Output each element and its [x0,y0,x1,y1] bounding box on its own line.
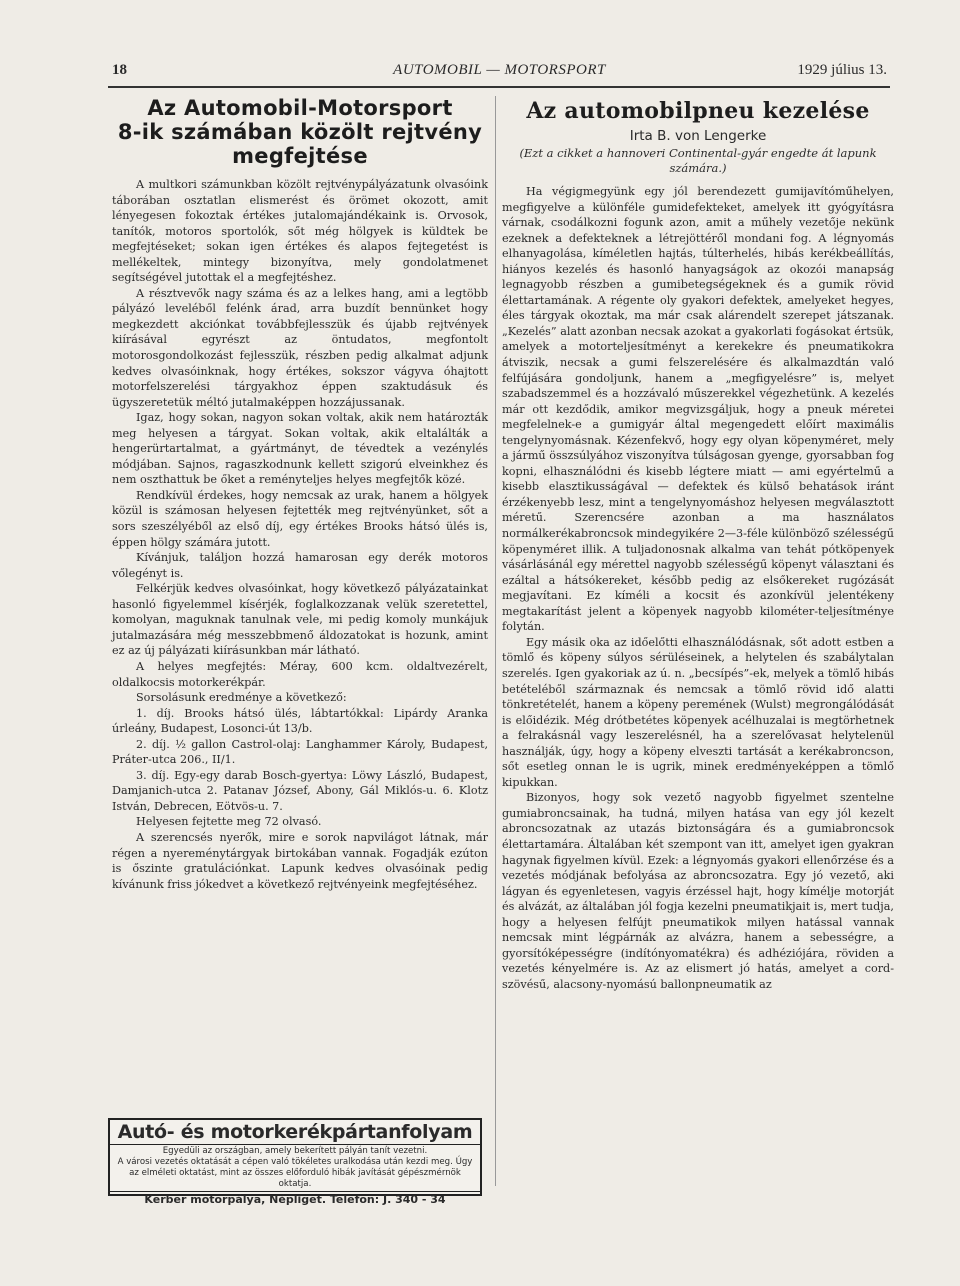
ad-body [110,1144,480,1191]
paragraph: Felkérjük kedves olvasóinkat, hogy következő pályázatainkat hasonló figyelemmel kísérjék, foglalkozzanak velük szeretettel, komolyan, maguknak tanulnak vele, mi pedig komoly munkájuk jutalmazására még messzebbmenő áldozatokat is hozunk, amint ez az új pályázati kiírásunkban már látható. [112,582,488,658]
tire-article-body [502,184,894,992]
prize-entry: 1. díj. Brooks hátsó ülés, lábtartókkal: Lipárdy Aranka úrleány, Budapest, Losonci-út 13/b. [112,706,488,736]
header-rule [108,86,890,88]
title-line: 8-ik számában közölt rejtvény [117,120,483,144]
title-line: megfejtése [232,144,368,168]
driving-course-ad [108,1118,482,1206]
page-number: 18 [112,62,127,78]
paragraph: Bizonyos, hogy sok vezető nagyobb figyelmet szentelne gumiabroncsainak, ha tudná, milyen hatása van egy jól kezelt abroncsozatnak az utazás biztonságára és a gumiabroncsok élettartamára. Általában két szempont van itt, amelyet igen gyakran hagynak figyelmen kívül. Ezek: a légnyomás gyakori ellenőrzése és a vezetés módjának befolyása az abroncsozatra. Egy jó vezető, aki lágyan és egyenletesen, vagyis érzéssel hajt, hogy kímélje motorját és alvázát, az általában jól fogja kezelni pneumatikjait is, mert tudja, hogy a helyesen felfújt pneumatikok milyen hatással vannak nemcsak mint légpárnák az alvázra, hanem a sebességre, a gyorsítóképességre (indítónyomatékra) és adhéziójára, röviden a vezetés kényelmére is. Az az elismert jó hatás, amelyet a cord-szövésű, alacsony-nyomású ballonpneumatik az [502,791,894,991]
ad-body-line: A városi vezetés oktatását a cépen való tökéletes uralkodása után kezdi meg. Úgy az elméleti oktatást, mint az összes előforduló hibák javítását gépészmérnök oktatja. [117,1157,473,1189]
puzzle-article-body [112,177,488,892]
ad-title: Autó- és motorkerékpártanfolyam [117,1121,473,1143]
puzzle-article-title [112,96,488,168]
source-note: (Ezt a cikket a hannoveri Continental-gyár engedte át lapunk számára.) [519,146,877,175]
paragraph: Sorsolásunk eredménye a következő: [136,691,347,705]
journal-title: AUTOMOBIL — MOTORSPORT [393,62,606,78]
paragraph: Ha végigmegyünk egy jól berendezett gumijavítóműhelyen, megfigyelve a különféle gumidefekteket, amelyek itt gyógyításra várnak, csodálkozni fogunk azon, amit a műhely vezetője nekünk ezeknek a defekteknek a létrejöttéről mondani fog. A légnyomás elhanyagolása, kíméletlen hajtás, túlterhelés, hibás kerékbeállítás, hiányos kezelés és hasonló hanyagságok az okozói manapság legnagyobb részben a gumibetegségeknek és a gumik rövid élettartamának. A régente oly gyakori defektek, amelyeket hegyes, éles tárgyak okoztak, ma már csak alárendelt szerepet játszanak. „Kezelés” alatt azonban necsak azokat a gyakorlati fogásokat értsük, amelyek a motorteljesítményt a kerekekre és pneumatikokra átviszik, necsak a gumi felszerelésére és alkalmazdtán való felfújására gondoljunk, hanem a „megfigyelésre” is, melyet szabadszemmel és a hozzávaló műszerekkel végezhetünk. A kezelés már ott kezdődik, amikor megvizsgáljuk, hogy a pneuk méretei megfelelnek-e a gumigyár által megengedett előírt maximális tengelynyomásnak. Kézenfekvő, hogy egy olyan köpenyméret, mely a jármű összsúlyához viszonyítva túlságosan gyenge, gyorsabban fog kopni, elhasználódni és kisebb légtere miatt — ami egyértelmű a kisebb elasztikusságával — defektek és külső behatások iránt érzékenyebb lesz, mint a tengelynyomáshoz helyesen megválasztott méretű. Szerencsére azonban a ma használatos normálkerékabroncsok mindegyikére 2—3-féle különböző szélességű köpenyméret illik. A tuljadonosnak alkalma van tehát pótköpenyek vásárlásánál egy mérettel nagyobb szélességű köpenyt választani és ezáltal a hátsókereket, később pedig az elsőkereket rugózását megjavítani. Ez kíméli a kocsit és azonkívül jelentékeny megtakarítást jelent a köpenyek nagyobb kilométer-teljesítménye folytán. [502,185,894,634]
running-head [112,62,887,84]
prize-entry: 2. díj. ½ gallon Castrol-olaj: Langhammer Károly, Budapest, Práter-utca 206., II/1. [112,737,488,767]
prize-entry: 3. díj. Egy-egy darab Bosch-gyertya: Löwy László, Budapest, Damjanich-utca 2. Patanav József, Abony, Gál Miklós-u. 6. Klotz István, Debrecen, Eötvös-u. 7. [112,768,488,813]
paragraph: Igaz, hogy sokan, nagyon sokan voltak, akik nem határozták meg helyesen a tárgyat. Sokan voltak, akik eltalálták a hengerürtartalmat, a gyártmányt, de tévedtek a vezénylés módjában. Sajnos, ragaszkodnunk kellett szigorú elveinkhez és nem oszthattuk be őket a reményteljes helyes megfejtők közé. [112,411,488,487]
ad-body-line: Egyedüli az országban, amely bekerített pályán tanít vezetni. [162,1146,428,1156]
paragraph: A helyes megfejtés: Méray, 600 kcm. oldaltvezérelt, oldalkocsis motorkerékpár. [112,659,488,689]
paragraph: Rendkívül érdekes, hogy nemcsak az urak, hanem a hölgyek közül is számosan helyesen fejtették meg rejtvényünket, sőt a sors szeszélyéből az első díj, egy értékes Brooks hátsó ülés is, éppen hölgy számára jutott. [112,488,488,549]
paragraph: A multkori számunkban közölt rejtvénypályázatunk olvasóink táborában osztatlan elismerést és örömet okozott, amit lényegesen fokoztak értékes jutalomajándékaink is. Orvosok, tanítók, motoros sportolók, sőt még hölgyek is küldtek be megfejtéseket; sokan igen értékes és alapos fejtegetést is mellékeltek, mintegy bizonyítva, mely gondolatmenet segítségével jutottak el a megfejtéshez. [112,178,488,285]
byline: Irta B. von Lengerke [629,128,767,144]
tire-article-title: Az automobilpneu kezelése [526,98,870,124]
tire-article [502,96,894,992]
paragraph: Egy másik oka az időelőtti elhasználódásnak, sőt adott estben a tömlő és köpeny súlyos sérüléseinek, a helytelen és szabálytalan szerelés. Igen gyakoriak az ú. n. „becsípés”-ek, melyek a tömlő hibás betételéből származnak és nemcsak a tömlő rövid idő alatti tönkretételét, hanem a köpeny peremének (Wulst) megrongálódását is előidézik. Még drótbetétes köpenyek acélhuzalai is megtörhetnek a felrakásnál vagy leszerelésnél, ha a szerelővasat helytelenül használják, úgy, hogy a köpeny elveszti tartását a kerékabroncson, sőt esetleg onnan le is ugrik, minek eredményeképpen a tömlő kipukkan. [502,635,894,789]
paragraph: Helyesen fejtette meg 72 olvasó. [136,815,322,829]
column-divider [495,96,496,1186]
paragraph: A résztvevők nagy száma és az a lelkes hang, ami a legtöbb pályázó leveléből felénk árad, arra buzdít bennünket hogy megkezdett akciónkat továbbfejlesszük és újabb rejtvények kiírásával egyrészt az öntudatos, megfontolt motorosgondolkozást fejlesszük, részben pedig alkalmat adjunk kedves olvasóinknak, hogy értékes, sokszor vágyva óhajtott motorfelszerelési tárgyakhoz éppen szaktudásuk és ügyszeretetük méltó jutalmaképpen hozzájussanak. [112,286,488,409]
ad-footer: Kerber motorpálya, Népliget. Telefon: J. 340 - 34 [110,1191,480,1207]
paragraph: Kívánjuk, találjon hozzá hamarosan egy derék motoros vőlegényt is. [112,551,488,580]
puzzle-article [112,96,488,892]
issue-date: 1929 július 13. [797,62,887,78]
title-line: Az Automobil-Motorsport [147,96,453,120]
paragraph: A szerencsés nyerők, mire e sorok napvilágot látnak, már régen a nyereménytárgyak birtokában vannak. Fogadják ezúton is őszinte gratulációnkat. Lapunk kedves olvasóinak pedig kívánunk friss jókedvet a következő rejtvényeink megfejtéséhez. [112,830,488,891]
